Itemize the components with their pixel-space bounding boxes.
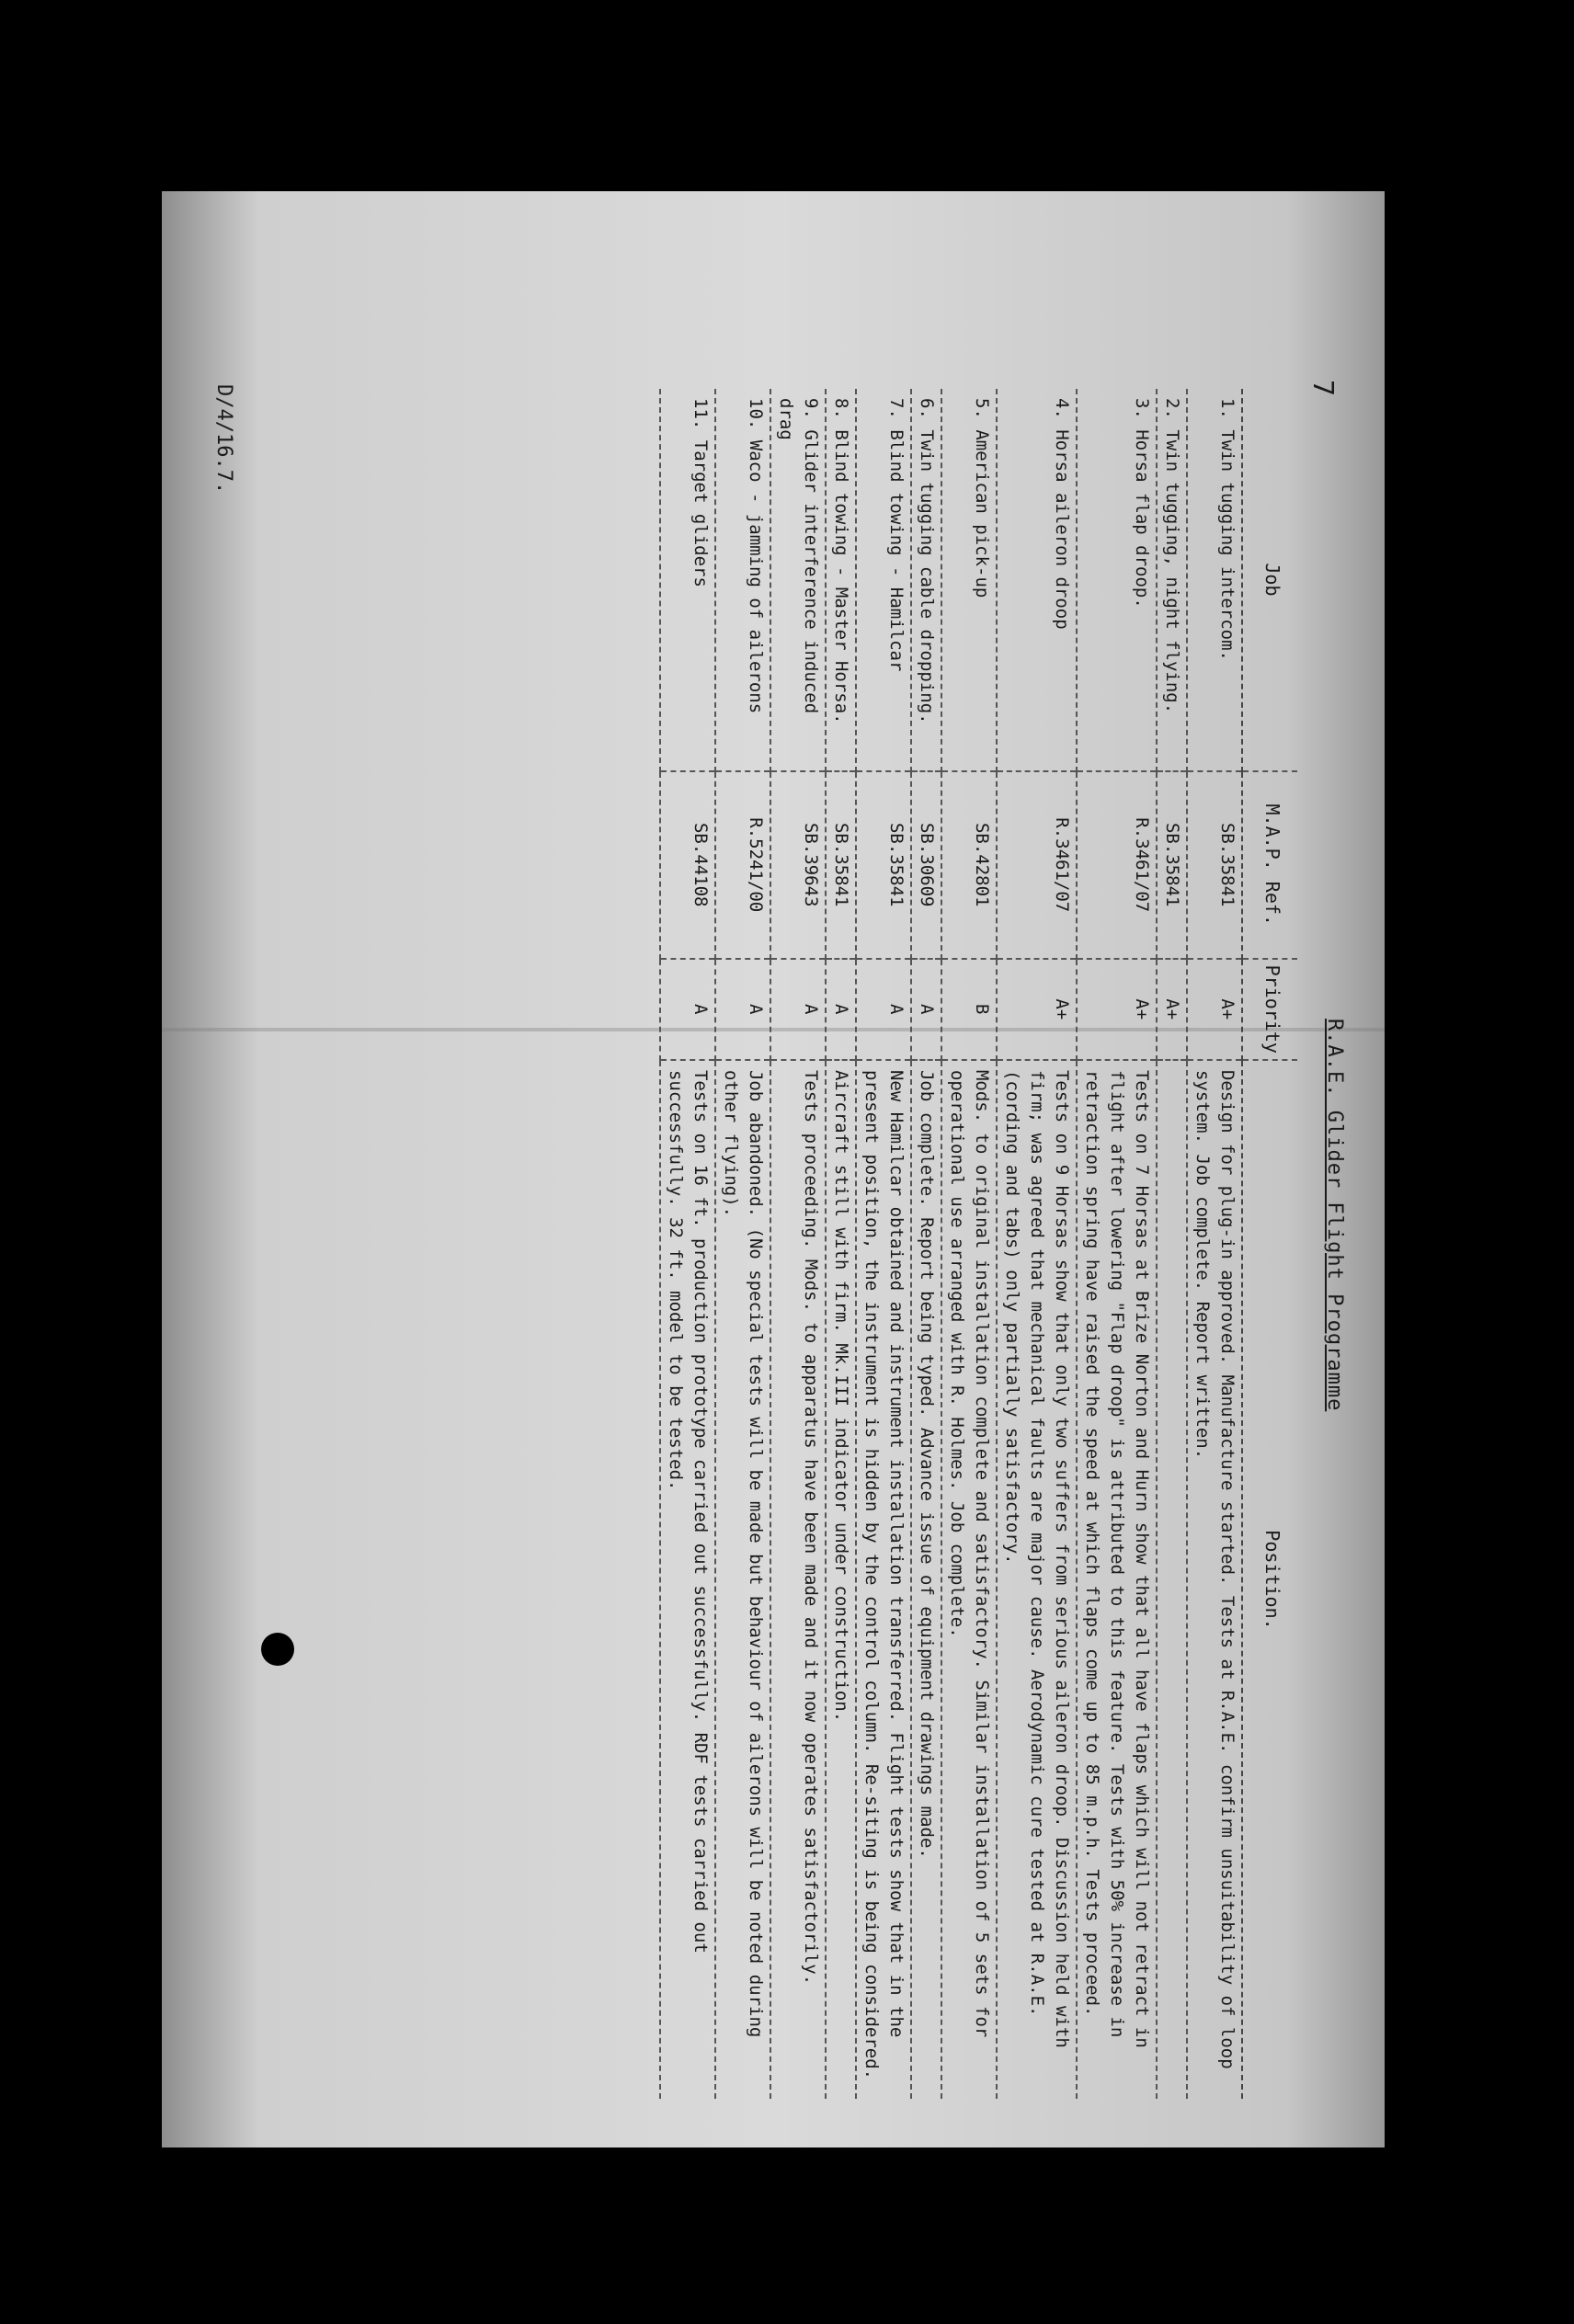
priority-cell: A — [856, 959, 911, 1060]
ref-cell: SB.42801 — [941, 771, 997, 959]
job-cell: 10. Waco - jamming of ailerons — [715, 389, 770, 771]
table-row — [660, 389, 715, 2099]
table-row — [997, 389, 1077, 2099]
ref-cell: SB.35841 — [826, 771, 856, 959]
table-row — [770, 389, 826, 2099]
position-cell — [1157, 1060, 1187, 2099]
priority-cell: B — [941, 959, 997, 1060]
table-row — [911, 389, 941, 2099]
table-row — [715, 389, 770, 2099]
priority-cell: A+ — [997, 959, 1077, 1060]
ref-cell: SB.35841 — [1157, 771, 1187, 959]
ref-cell: SB.44108 — [660, 771, 715, 959]
job-cell: 5. American pick-up — [941, 389, 997, 771]
priority-column-header: Priority — [1242, 959, 1297, 1060]
ref-cell: SB.30609 — [911, 771, 941, 959]
ref-cell: SB.35841 — [1187, 771, 1242, 959]
position-cell: Tests on 7 Horsas at Brize Norton and Hurn show that all have flaps which will not retract in flight after lowering "Flap droop" is attributed to this feature. Tests with 50% increase in retraction spring have raised the speed at which flaps come up to 85 m.p.h. Tests proceed. — [1077, 1060, 1157, 2099]
position-cell: Mods. to original installation complete and satisfactory. Similar installation of 5 sets for operational use arranged with R. Holmes. Job complete. — [941, 1060, 997, 2099]
document-page — [162, 191, 1385, 2147]
ref-cell: R.3461/07 — [997, 771, 1077, 959]
document-date: D/4/16.7. — [212, 384, 235, 495]
priority-cell: A+ — [1077, 959, 1157, 1060]
job-cell: 2. Twin tugging, night flying. — [1157, 389, 1187, 771]
position-cell: Design for plug-in approved. Manufacture started. Tests at R.A.E. confirm unsuitability of loop system. Job complete. Report written. — [1187, 1060, 1242, 2099]
header-row — [1242, 389, 1297, 2099]
job-cell: 4. Horsa aileron droop — [997, 389, 1077, 771]
position-cell: Job abandoned. (No special tests will be made but behaviour of ailerons will be noted during other flying). — [715, 1060, 770, 2099]
position-cell: Tests proceeding. Mods. to apparatus have been made and it now operates satisfactorily. — [770, 1060, 826, 2099]
job-cell: 11. Target gliders — [660, 389, 715, 771]
priority-cell: A — [911, 959, 941, 1060]
job-cell: 6. Twin tugging cable dropping. — [911, 389, 941, 771]
job-cell: 7. Blind towing - Hamilcar — [856, 389, 911, 771]
position-cell: Tests on 9 Horsas show that only two suffers from serious aileron droop. Discussion held with firm; was agreed that mechanical faults are major cause. Aerodynamic cure tested at R.A.E. (cording and tabs) only partially satisfactory. — [997, 1060, 1077, 2099]
priority-cell: A — [770, 959, 826, 1060]
rotated-content — [189, 191, 1385, 2122]
position-column-header: Position. — [1242, 1060, 1297, 2099]
position-cell: Tests on 16 ft. production prototype carried out successfully. RDF tests carried out successfully. 32 ft. model to be tested. — [660, 1060, 715, 2099]
job-column-header: Job — [1242, 389, 1297, 771]
priority-cell: A — [715, 959, 770, 1060]
position-cell: Job complete. Report being typed. Advance issue of equipment drawings made. — [911, 1060, 941, 2099]
priority-cell: A+ — [1187, 959, 1242, 1060]
ref-column-header: M.A.P. Ref. — [1242, 771, 1297, 959]
table-row — [856, 389, 911, 2099]
priority-cell: A+ — [1157, 959, 1187, 1060]
position-cell: New Hamilcar obtained and instrument installation transferred. Flight tests show that in the present position, the instrument is hidden by the control column. Re-siting is being considered. — [856, 1060, 911, 2099]
job-cell: 1. Twin tugging intercom. — [1187, 389, 1242, 771]
priority-cell: A — [826, 959, 856, 1060]
table-row — [1077, 389, 1157, 2099]
programme-table — [659, 389, 1297, 2099]
document-title: R.A.E. Glider Flight Programme — [1323, 1019, 1346, 1412]
ref-cell: R.5241/00 — [715, 771, 770, 959]
position-cell: Aircraft still with firm. Mk.III indicator under construction. — [826, 1060, 856, 2099]
table-row — [941, 389, 997, 2099]
table-row — [1157, 389, 1187, 2099]
job-cell: 8. Blind towing - Master Horsa. — [826, 389, 856, 771]
table-row — [826, 389, 856, 2099]
priority-cell: A — [660, 959, 715, 1060]
ref-cell: SB.39643 — [770, 771, 826, 959]
ref-cell: R.3461/07 — [1077, 771, 1157, 959]
job-cell: 3. Horsa flap droop. — [1077, 389, 1157, 771]
job-cell: 9. Glider interference induced drag — [770, 389, 826, 771]
table-row — [1187, 389, 1242, 2099]
tick-mark: 7 — [1306, 380, 1339, 397]
ref-cell: SB.35841 — [856, 771, 911, 959]
